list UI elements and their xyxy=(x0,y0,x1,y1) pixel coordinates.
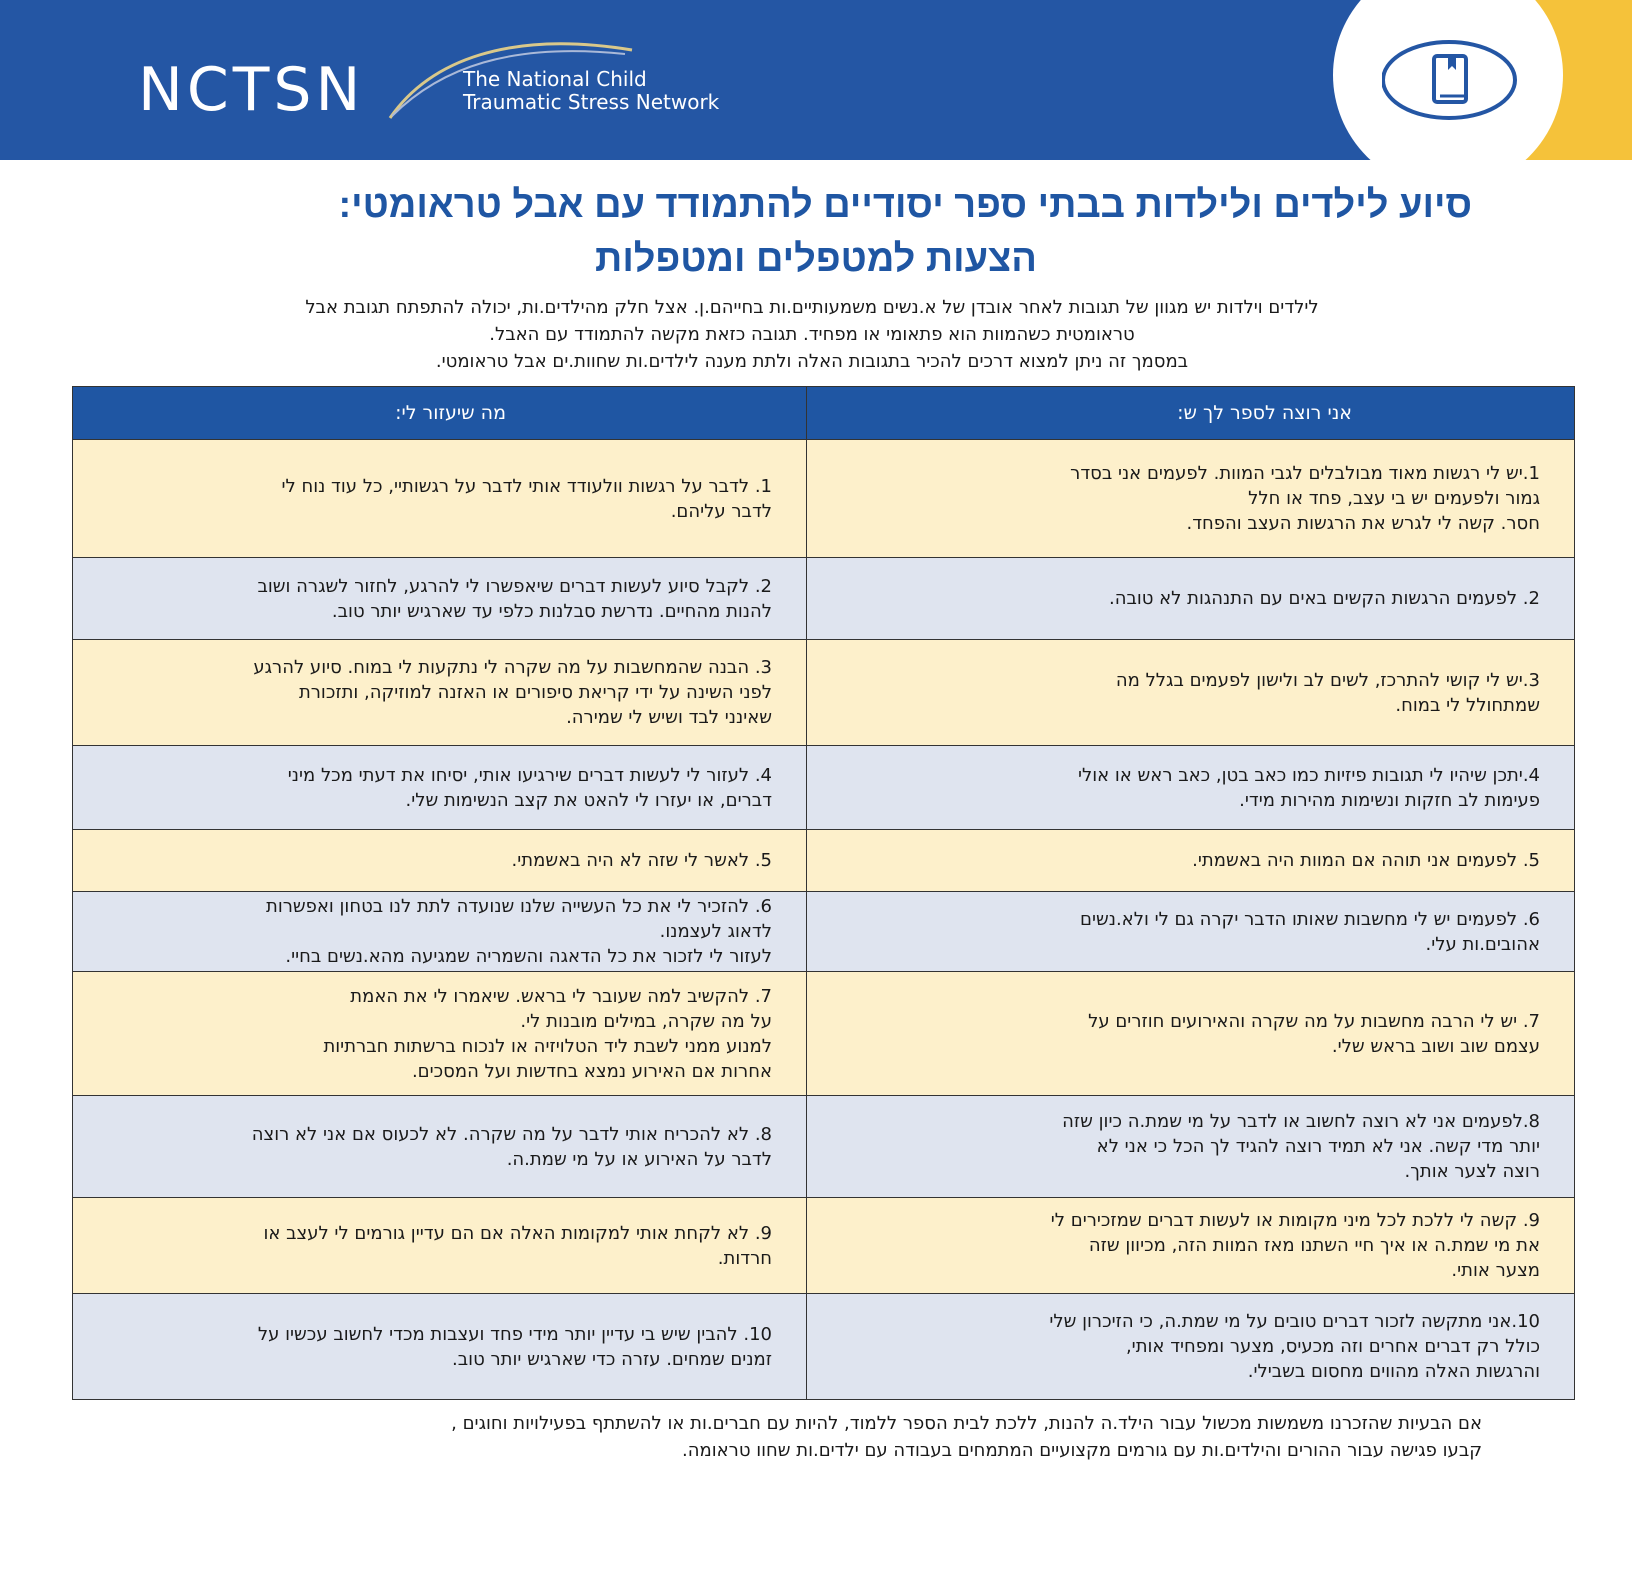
table-row xyxy=(73,830,1575,892)
page-subtitle: הצעות למטפלים ומטפלות xyxy=(595,238,1037,280)
cell-line: 8.לפעמים אני לא רוצה לחשוב או לדבר על מי שמת.ה כיון שזה xyxy=(1062,1111,1540,1132)
cell-what-helps xyxy=(73,1294,807,1400)
cell-line: חסר. קשה לי לגרש את הרגשות העצב והפחד. xyxy=(1186,513,1540,534)
cell-line: 2. לקבל סיוע לעשות דברים שיאפשרו לי להרגע, לחזור לשגרה ושוב xyxy=(257,575,772,597)
cell-line: לדבר על האירוע או על מי שמת.ה. xyxy=(506,1148,772,1170)
cell-what-helps xyxy=(73,640,807,746)
cell-line: יותר מדי קשה. אני לא תמיד רוצה להגיד לך הכל כי אני לא xyxy=(1096,1136,1540,1157)
cell-line: 6. להזכיר לי את כל העשייה שלנו שנועדה לתת לנו בטחון ואפשרות xyxy=(265,896,772,917)
cell-line: שמתחולל לי במוח. xyxy=(1395,694,1540,716)
footer-note: אם הבעיות שהזכרנו משמשות מכשול עבור הילד.ה להנות, ללכת לבית הספר ללמוד, להיות עם חברים.ות או להשתתף בפעילויות וחוגים , קבעו פגישה עבור ההורים והילדים.ות עם גורמים מקצועיים המתמחים בעבודה עם ילדים.ות שחוו טראומה. xyxy=(451,1413,1482,1461)
cell-line: על מה שקרה, במילים מובנות לי. xyxy=(520,1010,772,1032)
cell-line: מצער אותי. xyxy=(1451,1260,1540,1281)
cell-line: 4.יתכן שיהיו לי תגובות פיזיות כמו כאב בטן, כאב ראש או אולי xyxy=(1077,764,1540,786)
table-row xyxy=(73,440,1575,558)
cell-line: 9. קשה לי ללכת לכל מיני מקומות או לעשות דברים שמזכירים לי xyxy=(1050,1210,1540,1231)
book-icon xyxy=(1382,40,1517,120)
table-row xyxy=(73,892,1575,972)
cell-line: לדאוג לעצמנו. xyxy=(659,921,772,942)
cell-line: דברים, או יעזרו לי להאט את קצב הנשימות שלי. xyxy=(405,789,772,811)
cell-tell-you xyxy=(807,558,1575,640)
cell-line: 3.יש לי קושי להתרכז, לשים לב ולישון לפעמים בגלל מה xyxy=(1115,669,1540,691)
cell-what-helps xyxy=(73,1198,807,1294)
cell-line: 3. הבנה שהמחשבות על מה שקרה לי נתקעות לי במוח. סיוע להרגע xyxy=(253,657,772,678)
cell-what-helps xyxy=(73,440,807,558)
header-banner xyxy=(0,0,1632,160)
cell-line: גמור ולפעמים יש בי עצב, פחד או חלל xyxy=(1248,488,1540,509)
cell-line: חרדות. xyxy=(717,1247,772,1269)
nctsn-tagline: The National Child Traumatic Stress Network xyxy=(463,67,720,114)
column-header-what-helps: מה שיעזור לי: xyxy=(73,387,807,440)
cell-line: כולל רק דברים אחרים וזה מכעיס, מצער ומפחיד אותי, xyxy=(1125,1336,1540,1357)
cell-line: 2. לפעמים הרגשות הקשים באים עם התנהגות לא טובה. xyxy=(1108,588,1540,609)
cell-line: 6. לפעמים יש לי מחשבות שאותו הדבר יקרה גם לי ולא.נשים xyxy=(1080,908,1540,930)
cell-line: את מי שמת.ה או איך חיי השתנו מאז המוות הזה, מכיוון שזה xyxy=(1088,1235,1540,1256)
cell-line: למנוע ממני לשבת ליד הטלויזיה או לנכוח ברשתות חברתיות xyxy=(323,1035,772,1057)
cell-tell-you xyxy=(807,746,1575,830)
cell-what-helps xyxy=(73,830,807,892)
cell-what-helps xyxy=(73,972,807,1096)
table-row xyxy=(73,640,1575,746)
tips-table xyxy=(72,386,1575,1400)
cell-line: להנות מהחיים. נדרשת סבלנות כלפי עד שארגיש יותר טוב. xyxy=(331,600,772,622)
cell-line: 7. יש לי הרבה מחשבות על מה שקרה והאירועים חוזרים על xyxy=(1088,1010,1540,1032)
table-row xyxy=(73,746,1575,830)
cell-line: 10. להבין שיש בי עדיין יותר מידי פחד ועצבות מכדי לחשוב עכשיו על xyxy=(257,1323,772,1345)
cell-line: רוצה לצער אותך. xyxy=(1404,1161,1540,1182)
page-title: סיוע לילדים ולילדות בבתי ספר יסודיים להתמודד עם אבל טראומטי: xyxy=(338,184,1472,226)
cell-tell-you xyxy=(807,640,1575,746)
intro-paragraph: לילדים וילדות יש מגוון של תגובות לאחר אובדן של א.נשים משמעותיים.ות בחייהם.ן. אצל חלק מהילדים.ות, יכולה להתפתח תגובת אבל טראומטית כשהמוות הוא פתאומי או מפחיד. תגובה כזאת מקשה להתמודד עם האבל. במסמך זה ניתן למצוא דרכים להכיר בתגובות האלה ולתת מענה לילדים.ות שחוות.ים אבל טראומטי. xyxy=(305,297,1319,372)
table-row xyxy=(73,1294,1575,1400)
cell-tell-you xyxy=(807,892,1575,972)
cell-line: 1. לדבר על רגשות וולעודד אותי לדבר על רגשותיי, כל עוד נוח לי xyxy=(281,475,772,497)
cell-what-helps xyxy=(73,892,807,972)
cell-line: אהובים.ות עלי. xyxy=(1425,933,1540,955)
cell-line: לדבר עליהם. xyxy=(670,500,772,522)
cell-tell-you xyxy=(807,440,1575,558)
table-row xyxy=(73,558,1575,640)
cell-what-helps xyxy=(73,746,807,830)
cell-tell-you xyxy=(807,1198,1575,1294)
cell-line: לעזור לי לזכור את כל הדאגה והשמריה שמגיעה מהא.נשים בחיי. xyxy=(285,946,772,967)
cell-line: 5. לפעמים אני תוהה אם המוות היה באשמתי. xyxy=(1192,850,1540,871)
cell-tell-you xyxy=(807,972,1575,1096)
cell-line: 10.אני מתקשה לזכור דברים טובים על מי שמת.ה, כי הזיכרון שלי xyxy=(1049,1311,1540,1332)
cell-line: 4. לעזור לי לעשות דברים שירגיעו אותי, יסיחו את דעתי מכל מיני xyxy=(287,764,772,786)
cell-line: עצמם שוב ושוב בראש שלי. xyxy=(1331,1035,1540,1057)
table-row xyxy=(73,972,1575,1096)
table-row xyxy=(73,1198,1575,1294)
cell-line: 7. להקשיב למה שעובר לי בראש. שיאמרו לי את האמת xyxy=(350,985,772,1007)
cell-line: 9. לא לקחת אותי למקומות האלה אם הם עדיין גורמים לי לעצב או xyxy=(263,1222,772,1244)
cell-line: אחרות אם האירוע נמצא בחדשות ועל המסכים. xyxy=(411,1060,772,1082)
cell-tell-you xyxy=(807,830,1575,892)
cell-line: לפני השינה על ידי קריאת סיפורים או האזנה למוזיקה, ותזכורת xyxy=(298,682,772,703)
cell-what-helps xyxy=(73,558,807,640)
cell-line: 5. לאשר לי שזה לא היה באשמתי. xyxy=(511,850,772,871)
cell-line: 8. לא להכריח אותי לדבר על מה שקרה. לא לכעוס אם אני לא רוצה xyxy=(251,1123,772,1145)
cell-line: שאינני לבד ושיש לי שמירה. xyxy=(566,707,772,728)
nctsn-logo-text: NCTSN xyxy=(138,55,365,125)
cell-tell-you xyxy=(807,1294,1575,1400)
cell-line: זמנים שמחים. עזרה כדי שארגיש יותר טוב. xyxy=(452,1348,772,1370)
cell-line: והרגשות האלה מהווים מחסום בשבילי. xyxy=(1247,1361,1540,1382)
column-header-tell-you: אני רוצה לספר לך ש: xyxy=(807,387,1575,440)
table-row xyxy=(73,1096,1575,1198)
cell-what-helps xyxy=(73,1096,807,1198)
cell-line: פעימות לב חזקות ונשימות מהירות מידי. xyxy=(1239,789,1540,811)
cell-tell-you xyxy=(807,1096,1575,1198)
cell-line: 1.יש לי רגשות מאוד מבולבלים לגבי המוות. לפעמים אני בסדר xyxy=(1070,463,1540,484)
